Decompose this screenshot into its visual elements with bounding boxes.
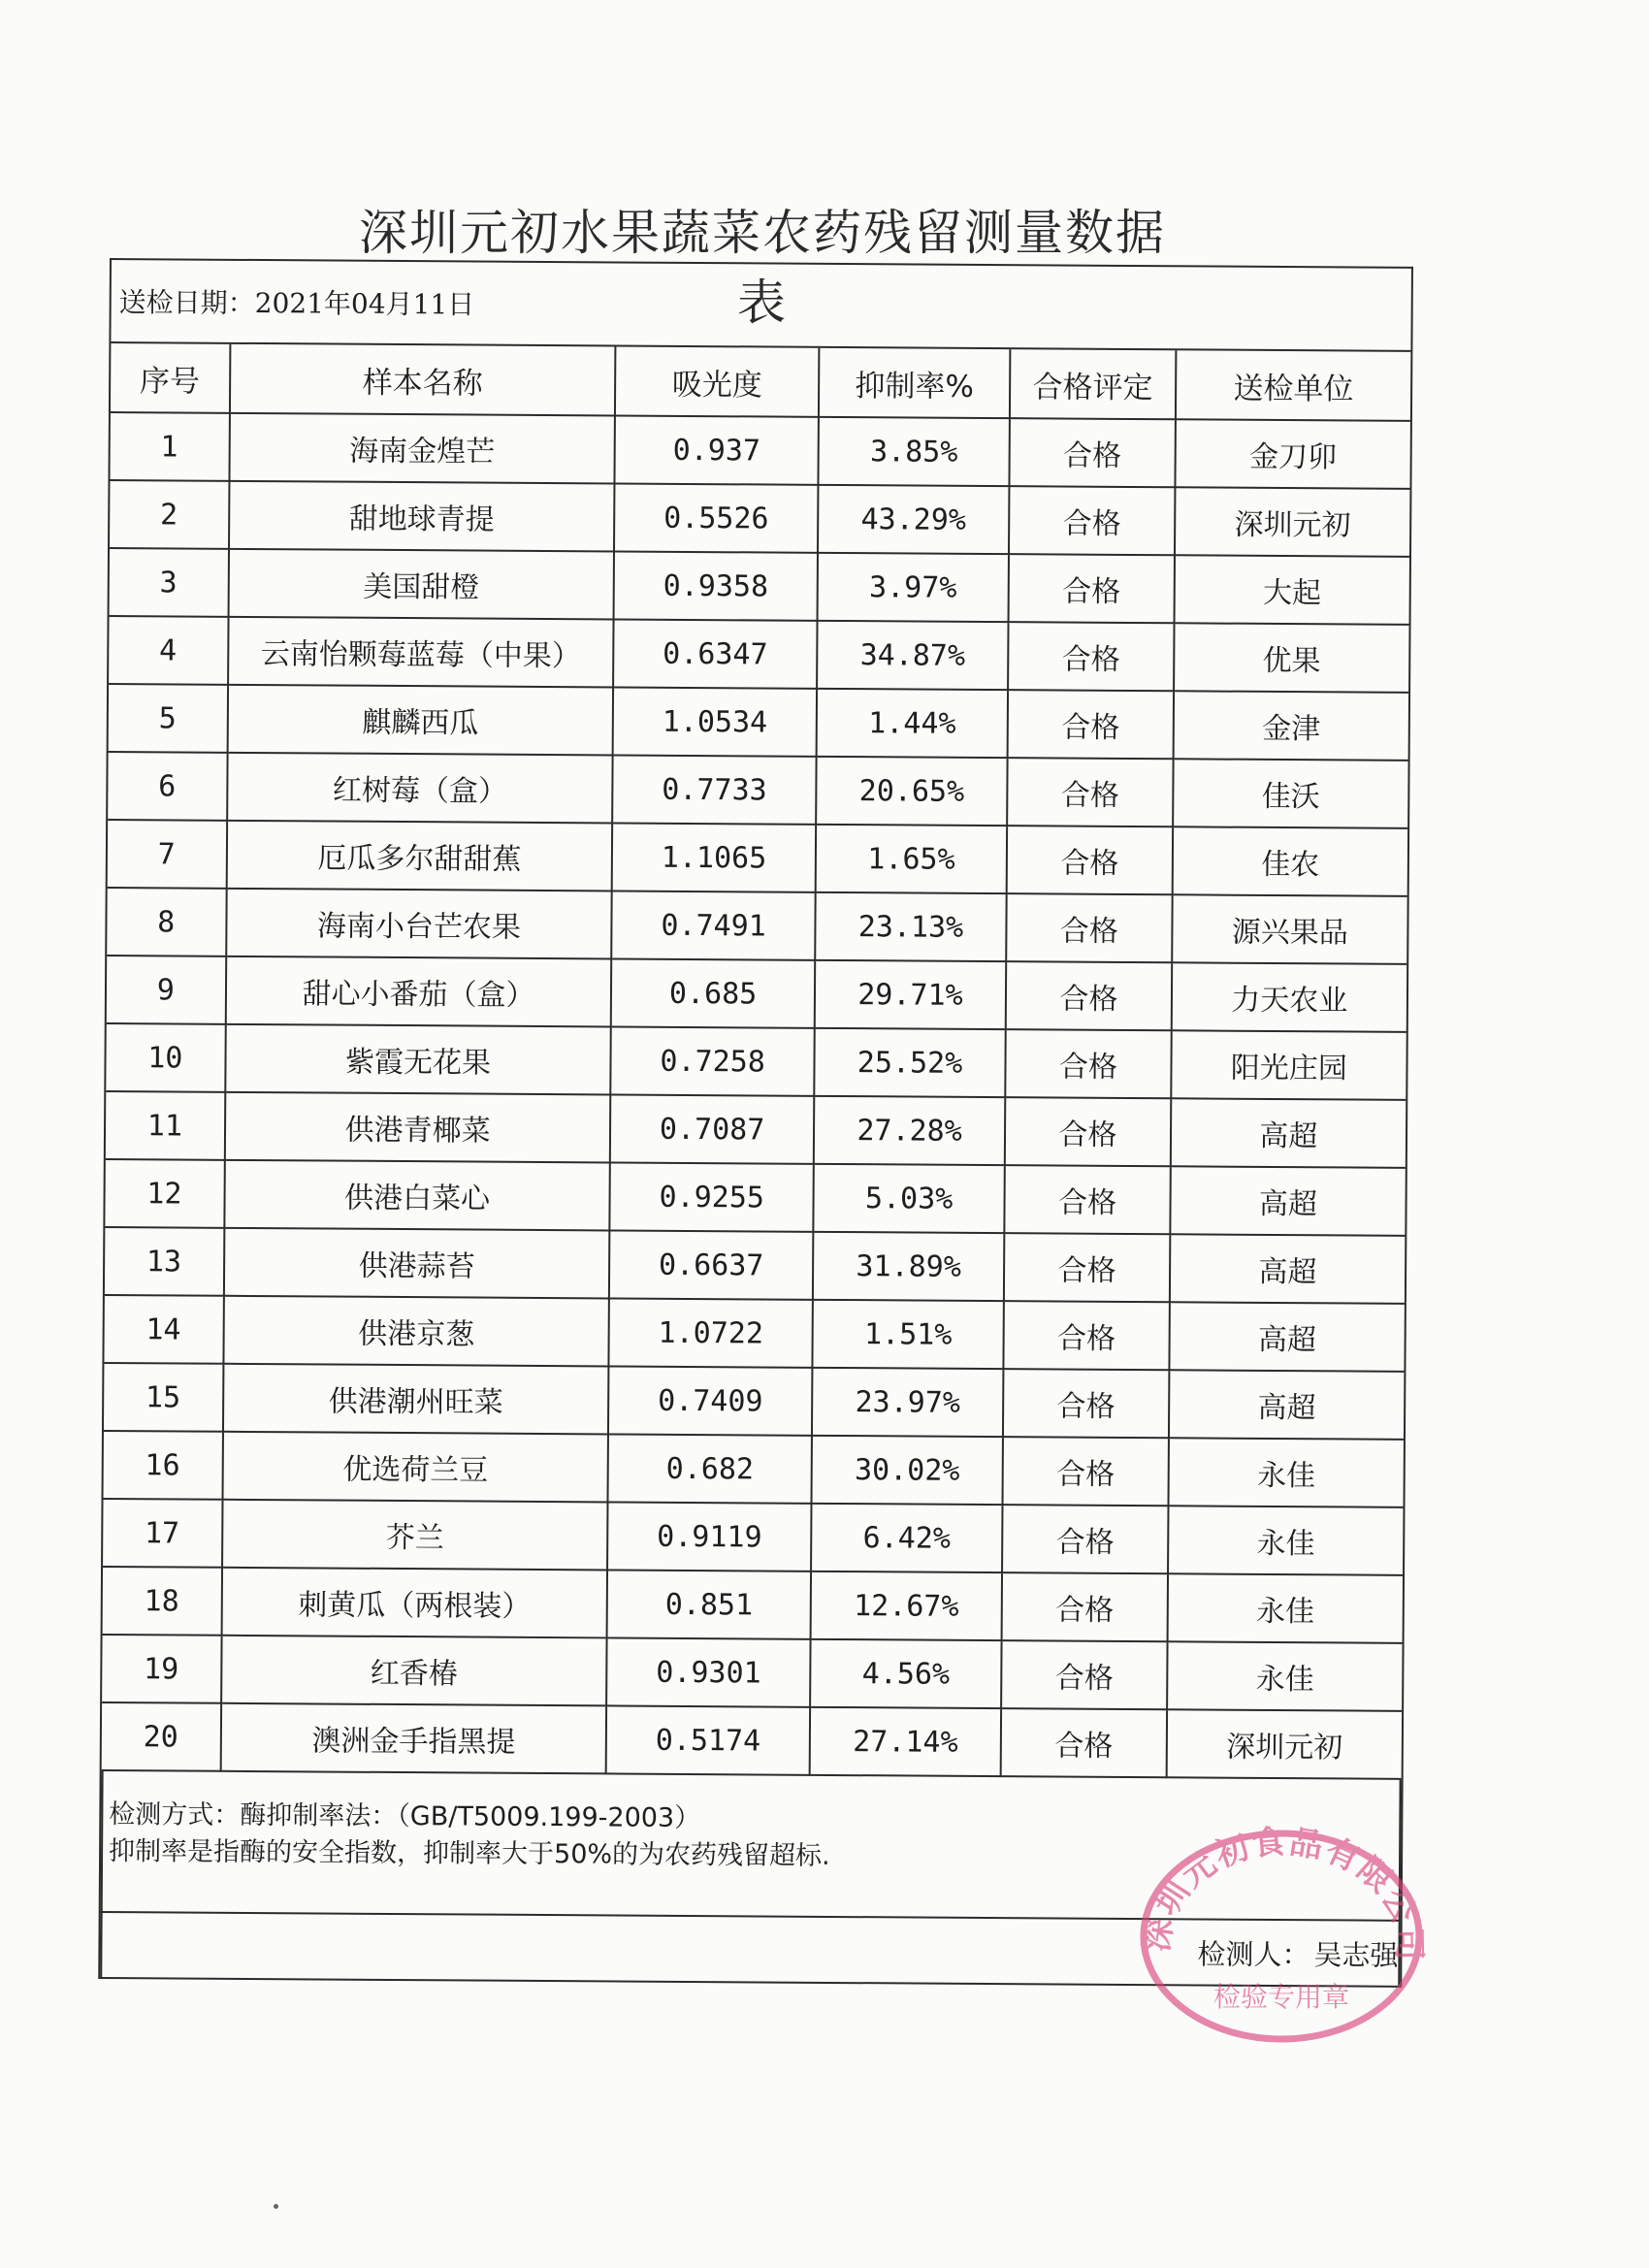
- cell-no: 14: [104, 1295, 223, 1364]
- cell-sample-name: 紫霞无花果: [225, 1024, 611, 1095]
- cell-sample-name: 红香椿: [221, 1636, 607, 1706]
- cell-no: 1: [110, 412, 229, 481]
- cell-unit: 佳农: [1172, 826, 1407, 896]
- cell-no: 16: [104, 1431, 223, 1500]
- cell-unit: 高超: [1169, 1370, 1405, 1440]
- cell-absorbance: 1.0534: [613, 687, 817, 756]
- svg-text:深圳元初食品有限公司: 深圳元初食品有限公司: [1137, 1822, 1429, 1963]
- cell-verdict: 合格: [1003, 1369, 1169, 1438]
- cell-no: 2: [110, 480, 229, 549]
- cell-unit: 高超: [1169, 1302, 1405, 1372]
- cell-verdict: 合格: [1004, 1301, 1170, 1370]
- cell-sample-name: 供港青椰菜: [224, 1092, 610, 1163]
- cell-unit: 佳沃: [1173, 759, 1408, 828]
- table-row: [109, 684, 1408, 761]
- cell-inhibition: 6.42%: [811, 1504, 1003, 1572]
- cell-absorbance: 1.1065: [612, 823, 816, 891]
- table-row: [106, 1091, 1406, 1168]
- cell-no: 4: [109, 616, 228, 685]
- cell-absorbance: 0.7733: [613, 755, 817, 824]
- table-row: [105, 1159, 1405, 1236]
- cell-unit: 高超: [1170, 1166, 1406, 1236]
- cell-inhibition: 43.29%: [818, 485, 1010, 554]
- table-row: [104, 1363, 1404, 1440]
- cell-inhibition: 25.52%: [814, 1028, 1006, 1097]
- table-body: [102, 412, 1410, 1779]
- cell-no: 19: [102, 1635, 221, 1703]
- cell-inhibition: 27.28%: [814, 1096, 1006, 1165]
- cell-inhibition: 1.65%: [815, 825, 1007, 893]
- cell-unit: 深圳元初: [1166, 1709, 1402, 1779]
- table-row: [104, 1431, 1404, 1507]
- cell-unit: 力天农业: [1171, 962, 1406, 1032]
- cell-unit: 金津: [1173, 691, 1408, 761]
- cell-verdict: 合格: [1002, 1505, 1168, 1573]
- cell-verdict: 合格: [1006, 961, 1172, 1030]
- test-method-note: 检测方式：酶抑制率法：（GB/T5009.199-2003）: [109, 1799, 701, 1834]
- table-row: [108, 752, 1407, 828]
- cell-no: 11: [106, 1091, 225, 1160]
- cell-absorbance: 0.685: [611, 958, 815, 1027]
- col-header-absorbance: 吸光度: [615, 346, 819, 416]
- cell-sample-name: 优选荷兰豆: [222, 1432, 608, 1503]
- cell-unit: 阳光庄园: [1171, 1030, 1406, 1100]
- cell-inhibition: 5.03%: [813, 1164, 1005, 1233]
- cell-absorbance: 0.9301: [607, 1637, 811, 1706]
- table-row: [110, 412, 1409, 489]
- cell-inhibition: 3.97%: [817, 553, 1009, 622]
- cell-no: 9: [107, 956, 226, 1024]
- table-row: [110, 480, 1409, 557]
- inhibition-explanation-note: 抑制率是指酶的安全指数，抑制率大于50%的为农药残留超标.: [109, 1836, 830, 1871]
- col-header-unit: 送检单位: [1176, 350, 1411, 421]
- cell-sample-name: 供港潮州旺菜: [223, 1364, 609, 1435]
- table-row: [106, 1023, 1406, 1100]
- cell-unit: 永佳: [1167, 1641, 1403, 1711]
- cell-verdict: 合格: [1009, 486, 1175, 555]
- cell-sample-name: 海南小台芒农果: [226, 889, 612, 959]
- cell-inhibition: 23.97%: [812, 1368, 1004, 1437]
- cell-sample-name: 红树莓（盒）: [227, 753, 613, 824]
- cell-inhibition: 20.65%: [816, 757, 1008, 826]
- cell-sample-name: 刺黄瓜（两根装）: [221, 1568, 607, 1638]
- document-title: 深圳元初水果蔬菜农药残留测量数据表: [359, 205, 1166, 331]
- cell-absorbance: 0.9119: [607, 1502, 811, 1571]
- cell-sample-name: 供港白菜心: [224, 1160, 610, 1231]
- cell-sample-name: 澳洲金手指黑提: [220, 1703, 606, 1774]
- cell-no: 17: [103, 1499, 222, 1568]
- cell-absorbance: 0.6347: [614, 619, 818, 688]
- cell-inhibition: 12.67%: [810, 1571, 1002, 1640]
- cell-inhibition: 29.71%: [815, 960, 1007, 1029]
- cell-no: 6: [108, 752, 227, 821]
- inspector-label: 检测人：: [1197, 1936, 1310, 1971]
- cell-unit: 优果: [1174, 623, 1409, 693]
- cell-verdict: 合格: [1008, 622, 1174, 691]
- cell-sample-name: 云南怡颗莓蓝莓（中果）: [228, 617, 614, 688]
- table-row: [110, 548, 1409, 625]
- cell-inhibition: 3.85%: [818, 417, 1010, 486]
- inspector-name: 吴志强: [1313, 1937, 1399, 1972]
- cell-no: 8: [107, 888, 226, 956]
- cell-no: 7: [108, 820, 227, 889]
- cell-verdict: 合格: [1003, 1437, 1169, 1506]
- inspection-date: 送检日期：2021年04月11日: [111, 260, 1411, 352]
- cell-verdict: 合格: [1010, 418, 1176, 487]
- cell-inhibition: 1.44%: [816, 689, 1008, 758]
- cell-verdict: 合格: [1005, 1097, 1171, 1166]
- cell-absorbance: 0.7491: [612, 891, 816, 959]
- cell-sample-name: 供港蒜苔: [224, 1228, 610, 1299]
- results-table: [102, 343, 1411, 1780]
- cell-verdict: 合格: [1001, 1640, 1167, 1709]
- cell-verdict: 合格: [1007, 758, 1173, 826]
- cell-absorbance: 0.851: [607, 1570, 811, 1638]
- signature-row: [100, 1913, 1400, 1988]
- cell-sample-name: 甜心小番茄（盒）: [225, 956, 611, 1027]
- cell-verdict: 合格: [1008, 690, 1174, 759]
- cell-inhibition: 23.13%: [815, 892, 1007, 961]
- cell-absorbance: 0.937: [615, 415, 819, 484]
- cell-inhibition: 30.02%: [811, 1436, 1003, 1505]
- cell-sample-name: 美国甜橙: [228, 549, 614, 620]
- svg-text:检验专用章: 检验专用章: [1212, 1981, 1350, 2013]
- cell-absorbance: 0.7087: [610, 1094, 814, 1163]
- col-header-verdict: 合格评定: [1010, 349, 1176, 419]
- cell-absorbance: 0.5174: [606, 1705, 810, 1774]
- cell-verdict: 合格: [1006, 1029, 1172, 1098]
- col-header-no: 序号: [111, 343, 230, 413]
- cell-inhibition: 34.87%: [817, 621, 1009, 690]
- cell-no: 18: [103, 1567, 222, 1636]
- col-header-inhibition: 抑制率%: [819, 348, 1011, 418]
- cell-absorbance: 0.6637: [609, 1230, 813, 1299]
- cell-unit: 金刀卯: [1175, 419, 1410, 489]
- cell-no: 15: [104, 1363, 223, 1432]
- cell-inhibition: 1.51%: [812, 1300, 1004, 1369]
- cell-inhibition: 4.56%: [810, 1639, 1002, 1708]
- cell-absorbance: 0.9358: [614, 551, 818, 620]
- table-row: [102, 1635, 1402, 1711]
- cell-verdict: 合格: [1001, 1708, 1167, 1777]
- cell-sample-name: 海南金煌芒: [229, 413, 615, 484]
- table-row: [107, 888, 1406, 964]
- notes-section: [101, 1771, 1402, 1922]
- table-row: [108, 820, 1407, 896]
- cell-unit: 高超: [1170, 1234, 1406, 1304]
- cell-verdict: 合格: [1009, 554, 1175, 623]
- cell-no: 3: [110, 548, 229, 617]
- cell-sample-name: 供港京葱: [223, 1296, 609, 1367]
- table-row: [104, 1295, 1404, 1372]
- cell-sample-name: 麒麟西瓜: [227, 685, 613, 756]
- table-row: [109, 616, 1408, 693]
- table-header-row: [111, 343, 1410, 421]
- table-row: [107, 956, 1406, 1032]
- table-row: [105, 1227, 1405, 1304]
- cell-unit: 高超: [1171, 1098, 1406, 1168]
- table-row: [103, 1499, 1403, 1575]
- cell-no: 13: [105, 1227, 224, 1296]
- cell-verdict: 合格: [1007, 826, 1173, 894]
- cell-absorbance: 0.682: [608, 1434, 812, 1503]
- cell-absorbance: 0.5526: [614, 483, 818, 552]
- cell-sample-name: 厄瓜多尔甜甜蕉: [226, 821, 612, 891]
- cell-verdict: 合格: [1004, 1233, 1170, 1302]
- cell-absorbance: 0.7258: [611, 1026, 815, 1095]
- cell-unit: 深圳元初: [1175, 487, 1410, 557]
- cell-no: 10: [106, 1023, 225, 1092]
- cell-sample-name: 甜地球青提: [229, 481, 615, 552]
- cell-unit: 永佳: [1168, 1438, 1404, 1507]
- cell-unit: 永佳: [1168, 1506, 1404, 1575]
- scan-speck: [274, 2204, 278, 2209]
- cell-no: 20: [102, 1702, 221, 1771]
- cell-sample-name: 芥兰: [222, 1500, 608, 1571]
- table-row: [102, 1702, 1402, 1779]
- data-sheet: [98, 258, 1413, 1988]
- cell-verdict: 合格: [1006, 893, 1172, 962]
- table-row: [103, 1567, 1403, 1643]
- col-header-sample-name: 样本名称: [230, 344, 616, 416]
- cell-verdict: 合格: [1005, 1165, 1171, 1234]
- cell-inhibition: 31.89%: [813, 1232, 1005, 1301]
- cell-absorbance: 0.7409: [608, 1366, 812, 1435]
- cell-unit: 源兴果品: [1172, 894, 1407, 964]
- cell-no: 12: [105, 1159, 224, 1228]
- cell-inhibition: 27.14%: [809, 1707, 1001, 1776]
- cell-unit: 永佳: [1167, 1573, 1403, 1643]
- cell-unit: 大起: [1174, 555, 1409, 625]
- cell-absorbance: 0.9255: [610, 1162, 814, 1231]
- cell-verdict: 合格: [1002, 1572, 1168, 1641]
- cell-absorbance: 1.0722: [609, 1298, 813, 1367]
- cell-no: 5: [109, 684, 228, 753]
